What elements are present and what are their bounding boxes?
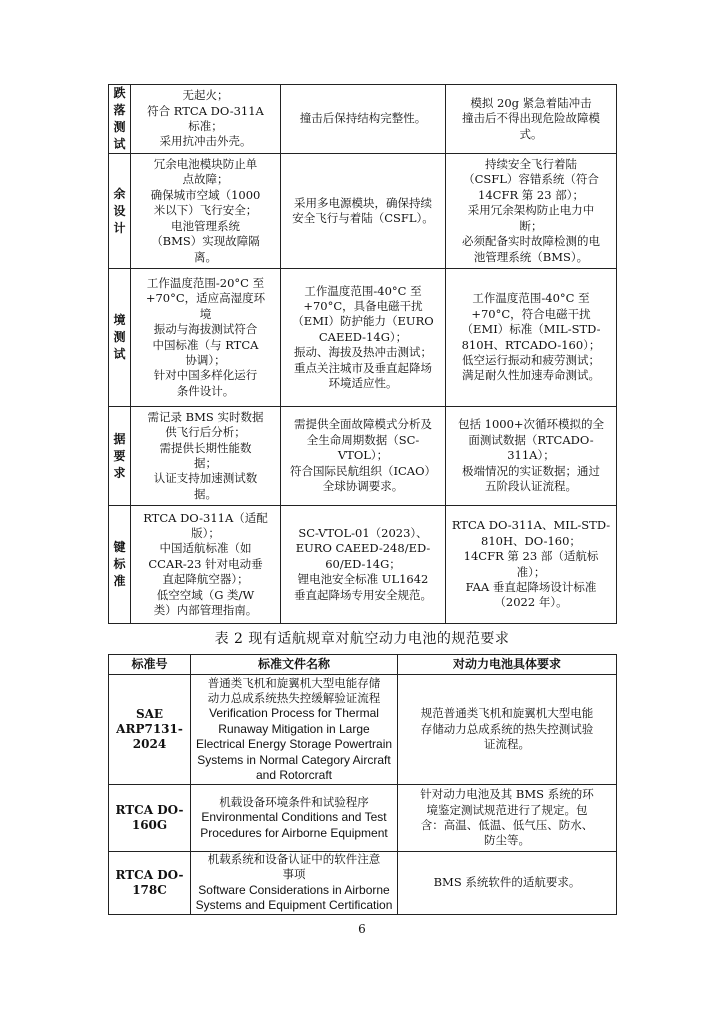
table-row	[109, 852, 617, 915]
document-name	[191, 785, 398, 852]
text-line: 针对动力电池及其 BMS 系统的环	[420, 787, 594, 802]
text-line: 包括 1000+次循环模拟的全	[457, 417, 605, 432]
text-line: （CSFL）容错系统（符合	[463, 172, 599, 187]
battery-requirement	[398, 785, 617, 852]
document-name-english	[195, 810, 393, 841]
text-line: 确保城市空域（1000	[150, 187, 261, 202]
category-char: 键	[113, 540, 126, 554]
text-line: Systems in Normal Category Aircraft	[197, 752, 391, 767]
text-line: 模拟 20g 紧急着陆冲击	[470, 95, 592, 110]
category-char: 要	[113, 448, 126, 463]
text-line: Systems and Equipment Certification	[195, 898, 393, 913]
text-line: RTCA DO-	[115, 803, 184, 817]
standard-code	[109, 852, 191, 915]
text-line: 低空空域（G 类/W	[156, 587, 255, 602]
requirements-comparison-table	[108, 84, 617, 624]
text-line: +70°C，符合电磁干扰	[471, 306, 591, 321]
text-line: CAEED-14G）；	[318, 329, 408, 344]
text-line: 式。	[519, 126, 543, 141]
table-row	[109, 154, 617, 269]
text-line: 重点关注城市及垂直起降场	[294, 360, 432, 375]
text-line: 必须配备实时故障检测的电	[462, 234, 600, 249]
text-line: 符合国际民航组织（ICAO）	[289, 463, 437, 478]
category-char: 境	[113, 313, 126, 327]
text-line: 据。	[194, 486, 217, 501]
text-line: 810H、RTCADO-160）；	[461, 337, 601, 352]
airworthiness-standards-table	[108, 654, 617, 915]
text-line: 178C	[132, 882, 167, 897]
row-category	[109, 154, 131, 269]
text-line: （EMI）防护能力（EURO	[292, 314, 434, 329]
text-line: 条件设计。	[176, 383, 235, 398]
standard-code	[109, 675, 191, 785]
text-line: 低空运行振动和疲劳测试；	[462, 352, 600, 367]
text-line: 存储动力总成系统的热失控测试验	[420, 721, 594, 736]
document-name	[191, 675, 398, 785]
text-line: 标准；	[188, 119, 223, 133]
text-line: Verification Process for Thermal	[209, 706, 379, 721]
page-number: 6	[358, 922, 366, 936]
cell-col-3	[446, 269, 617, 407]
text-line: （EMI）标准（MIL-STD-	[461, 322, 601, 337]
category-char: 据	[113, 431, 126, 446]
text-line: 垂直起降场专用安全规范。	[294, 587, 432, 602]
text-line: 含：高温、低温、低气压、防水、	[420, 818, 594, 832]
text-line: BMS 系统软件的适航要求。	[433, 875, 581, 890]
text-line: 撞击后保持结构完整性。	[299, 111, 427, 126]
text-line: 面测试数据（RTCADO-	[468, 432, 594, 447]
text-line: 14CFR 第 23 部（适航标	[463, 549, 599, 564]
row-category	[109, 506, 131, 624]
text-line: Runaway Mitigation in Large	[218, 721, 370, 736]
table-row	[109, 269, 617, 407]
category-char: 测	[113, 330, 126, 344]
text-line: 采用冗余架构防止电力中	[467, 203, 595, 218]
text-line: 311A）；	[507, 448, 555, 463]
text-line: RTCA DO-311A、MIL-STD-	[451, 518, 611, 533]
text-line: 工作温度范围-40°C 至	[304, 283, 422, 298]
text-line: 米以下）飞行安全；	[153, 203, 258, 218]
text-line: RTCA DO-	[115, 867, 184, 882]
text-line: 全生命周期数据（SC-	[306, 432, 420, 447]
header-battery-requirements: 对动力电池具体要求	[398, 655, 617, 675]
header-document-name: 标准文件名称	[191, 655, 398, 675]
cell-col-1	[131, 407, 281, 506]
table-header-row	[109, 655, 617, 675]
cell-col-2	[281, 269, 446, 407]
text-line: 无起火；	[182, 88, 229, 103]
text-line: 中国标准（与 RTCA	[152, 337, 259, 352]
text-line: 需提供全面故障模式分析及	[294, 417, 432, 432]
table-row	[109, 85, 617, 154]
text-line: 锂电池安全标准 UL1642	[297, 572, 429, 587]
text-line: 工作温度范围-40°C 至	[472, 291, 590, 306]
text-line: 中国适航标准（如	[159, 541, 252, 556]
row-category	[109, 85, 131, 154]
table-row	[109, 785, 617, 852]
table-row	[109, 675, 617, 785]
text-line: 池管理系统（BMS）。	[473, 249, 589, 264]
text-line: 针对中国多样化运行	[153, 368, 258, 383]
cell-col-1	[131, 154, 281, 269]
category-char: 落	[113, 103, 126, 117]
cell-col-1	[131, 85, 281, 154]
text-line: SAE	[135, 707, 164, 721]
cell-col-3	[446, 506, 617, 624]
text-line: EURO CAEED-248/ED-	[295, 541, 431, 556]
cell-col-3	[446, 85, 617, 154]
text-line: 满足耐久性加速寿命测试。	[462, 368, 600, 383]
text-line: 供飞行后分析；	[165, 425, 246, 440]
text-line: 60/ED-14G；	[325, 556, 401, 571]
text-line: RTCA DO-311A（适配	[143, 510, 268, 525]
cell-col-2	[281, 407, 446, 506]
text-line: 断；	[519, 218, 543, 233]
text-line: 符合 RTCA DO-311A	[147, 103, 264, 118]
text-line: 机载系统和设备认证中的软件注意	[207, 852, 381, 866]
text-line: 需记录 BMS 实时数据	[147, 409, 264, 424]
text-line: 普通类飞机和旋翼机大型电能存储	[207, 675, 381, 690]
category-char: 试	[113, 137, 126, 151]
text-line: 准）；	[516, 564, 546, 579]
text-line: 境鉴定测试规范进行了规定。包	[426, 802, 588, 817]
text-line: 160G	[131, 818, 168, 832]
text-line: 据；	[194, 456, 217, 470]
text-line: 类）内部管理指南。	[153, 603, 258, 618]
cell-col-2	[281, 154, 446, 269]
text-line: 极端情况的实证数据；通过	[462, 463, 600, 478]
text-line: 直起降航空器）；	[162, 572, 249, 587]
category-char: 计	[113, 220, 126, 235]
document-name-english	[195, 706, 393, 783]
row-category	[109, 407, 131, 506]
battery-requirement	[398, 852, 617, 915]
text-line: Environmental Conditions and Test	[201, 810, 387, 825]
cell-col-3	[446, 407, 617, 506]
category-char: 跌	[113, 86, 126, 100]
text-line: 14CFR 第 23 部）；	[478, 187, 584, 202]
cell-col-1	[131, 269, 281, 407]
text-line: 五阶段认证流程。	[485, 479, 577, 494]
text-line: 全球协调要求。	[322, 479, 404, 494]
text-line: Software Considerations in Airborne	[198, 882, 390, 897]
text-line: Electrical Energy Storage Powertrain	[195, 737, 393, 752]
cell-col-2	[281, 85, 446, 154]
text-line: VTOL）；	[337, 448, 389, 463]
text-line: 环境适应性。	[328, 376, 398, 391]
text-line: 境	[199, 306, 212, 321]
text-line: 协调）；	[185, 352, 226, 367]
category-char: 设	[113, 203, 126, 218]
table-row	[109, 506, 617, 624]
category-char: 余	[113, 186, 126, 201]
text-line: 振动、海拔及热冲击测试；	[294, 345, 432, 360]
text-line: 持续安全飞行着陆	[485, 157, 577, 172]
text-line: ARP7131-	[116, 722, 183, 736]
category-char: 标	[113, 557, 126, 571]
table-caption: 表 2 现有适航规章对航空动力电池的规范要求	[214, 631, 510, 647]
text-line: 撞击后不得出现危险故障模	[462, 111, 600, 126]
category-char: 试	[113, 347, 126, 361]
text-line: SC-VTOL-01（2023）、	[298, 525, 428, 540]
category-char: 求	[113, 465, 126, 480]
text-line: 事项	[282, 867, 306, 882]
text-line: FAA 垂直起降场设计标准	[465, 579, 597, 594]
category-char: 准	[113, 574, 126, 588]
text-line: 810H、DO-160；	[481, 533, 581, 548]
text-line: 采用多电源模块，确保持续	[294, 195, 432, 210]
text-line: 点故障；	[182, 172, 229, 187]
text-line: 动力总成系统热失控缓解验证流程	[207, 690, 381, 705]
text-line: 2024	[132, 737, 167, 751]
text-line: 离。	[194, 249, 217, 264]
text-line: 电池管理系统	[171, 218, 240, 233]
text-line: 规范普通类飞机和旋翼机大型电能	[420, 706, 594, 721]
text-line: 证流程。	[484, 737, 530, 752]
header-standard-code: 标准号	[109, 655, 191, 675]
text-line: 需提供长期性能数	[159, 440, 252, 455]
text-line: 安全飞行与着陆（CSFL）。	[292, 211, 434, 225]
standard-code	[109, 785, 191, 852]
document-name-english	[195, 883, 393, 914]
text-line: +70°C，适应高湿度环	[145, 291, 266, 306]
row-category	[109, 269, 131, 407]
category-char: 测	[113, 120, 126, 134]
cell-col-3	[446, 154, 617, 269]
text-line: （BMS）实现故障隔	[151, 234, 260, 249]
text-line: 振动与海拔测试符合	[153, 322, 258, 337]
text-line: 工作温度范围-20°C 至	[146, 275, 265, 290]
cell-col-2	[281, 506, 446, 624]
text-line: 认证支持加速测试数	[153, 471, 258, 486]
text-line: （2022 年）。	[494, 595, 568, 610]
text-line: and Rotorcraft	[255, 768, 333, 783]
text-line: +70°C，具备电磁干扰	[303, 298, 423, 313]
text-line: 冗余电池模块防止单	[153, 157, 258, 172]
text-line: 采用抗冲击外壳。	[159, 134, 252, 149]
cell-col-1	[131, 506, 281, 624]
text-line: Procedures for Airborne Equipment	[200, 825, 388, 840]
text-line: 版）；	[191, 525, 220, 540]
table-row	[109, 407, 617, 506]
battery-requirement	[398, 675, 617, 785]
text-line: CCAR-23 针对电动垂	[148, 556, 263, 571]
document-name	[191, 852, 398, 915]
text-line: 防尘等。	[484, 833, 530, 848]
text-line: 机载设备环境条件和试验程序	[219, 794, 369, 809]
